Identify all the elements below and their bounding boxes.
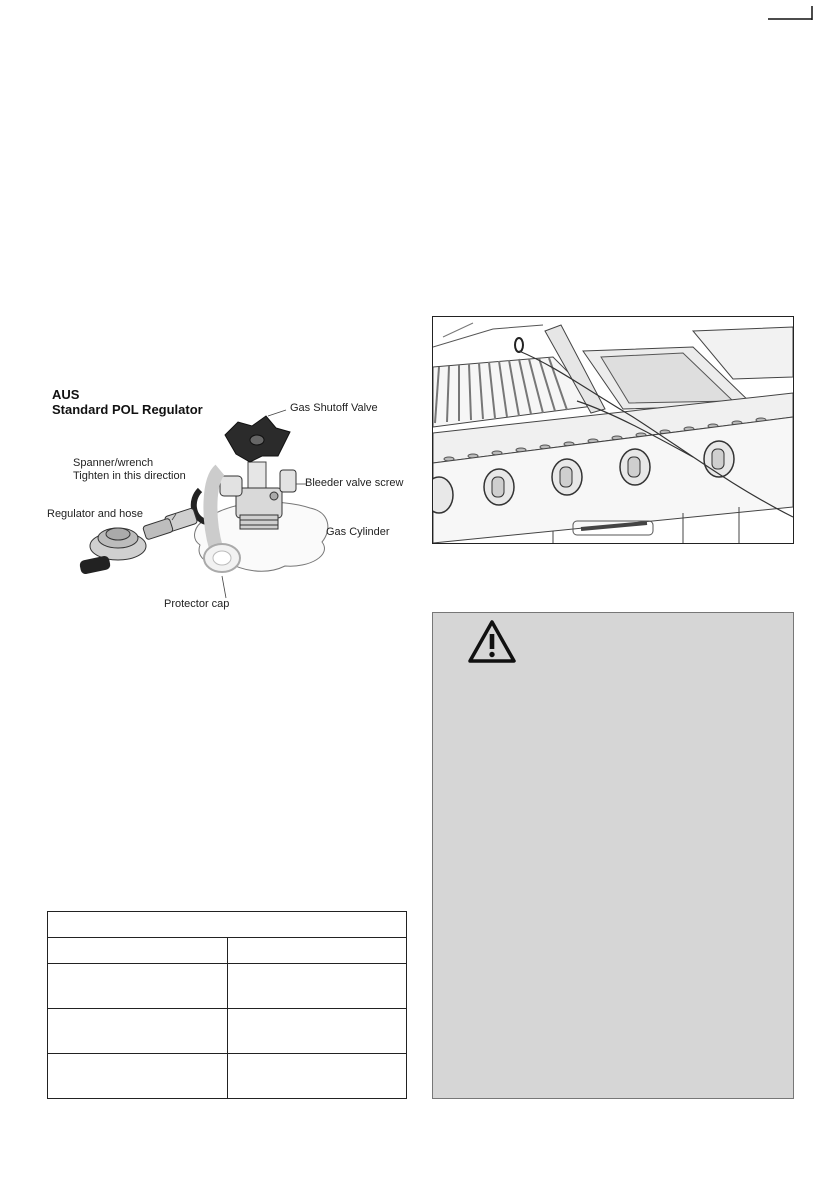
table-row [48, 1009, 407, 1054]
table-cell [48, 938, 228, 964]
table-cell [48, 964, 228, 1009]
data-table [47, 911, 407, 1099]
label-spanner [73, 457, 186, 482]
table-cell [228, 1009, 407, 1054]
label-protector-cap: Protector cap [164, 598, 230, 610]
table-row [48, 1054, 407, 1099]
label-spanner-line2: Tighten in this direction [73, 469, 186, 482]
figure-title-aus: AUS [52, 387, 80, 402]
table-cell [48, 1054, 228, 1099]
table-cell [228, 1054, 407, 1099]
table-cell [48, 1009, 228, 1054]
table-row [48, 938, 407, 964]
label-gas-shutoff-valve: Gas Shutoff Valve [290, 402, 378, 414]
regulator-illustration [40, 380, 420, 620]
label-gas-cylinder: Gas Cylinder [326, 526, 390, 538]
table-header-row [48, 912, 407, 938]
label-bleeder-valve: Bleeder valve screw [305, 477, 404, 489]
regulator-figure [40, 380, 420, 620]
table-cell [228, 964, 407, 1009]
warning-box [432, 612, 794, 1099]
grill-figure [432, 316, 794, 544]
warning-triangle-icon [467, 619, 517, 665]
figure-title-regulator: Standard POL Regulator [52, 401, 203, 417]
corner-crop-mark [768, 6, 814, 20]
table-header-cell [48, 912, 407, 938]
grill-illustration [433, 317, 793, 543]
table-row [48, 964, 407, 1009]
label-regulator-hose: Regulator and hose [47, 508, 144, 520]
label-spanner-line1: Spanner/wrench [73, 457, 154, 469]
table-cell [228, 938, 407, 964]
